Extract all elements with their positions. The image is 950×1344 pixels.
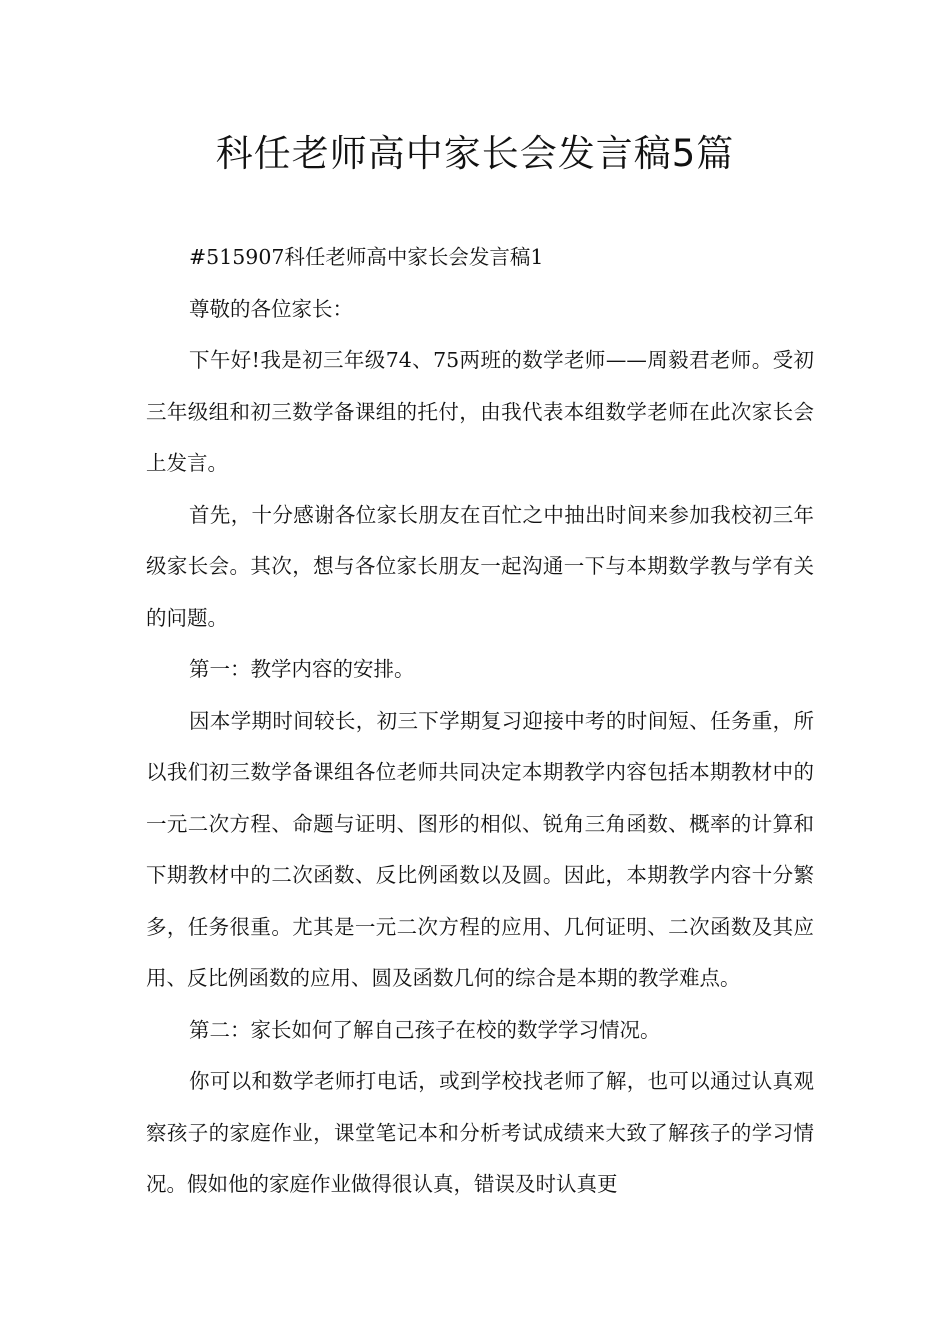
document-body <box>146 232 814 1211</box>
paragraph-greeting: 下午好!我是初三年级74、75两班的数学老师——周毅君老师。受初三年级组和初三数学备课组的托付，由我代表本组数学老师在此次家长会上发言。 <box>146 348 814 475</box>
paragraph-salutation: 尊敬的各位家长： <box>189 296 353 321</box>
paragraph-parent-advice: 你可以和数学老师打电话，或到学校找老师了解，也可以通过认真观察孩子的家庭作业，课堂笔记本和分析考试成绩来大致了解孩子的学习情况。假如他的家庭作业做得很认真，错误及时认真更 <box>146 1069 814 1196</box>
paragraph-thanks: 首先，十分感谢各位家长朋友在百忙之中抽出时间来参加我校初三年级家长会。其次，想与各位家长朋友一起沟通一下与本期数学教与学有关的问题。 <box>146 502 814 630</box>
paragraph-teaching-content: 因本学期时间较长，初三下学期复习迎接中考的时间短、任务重，所以我们初三数学备课组各位老师共同决定本期教学内容包括本期教材中的一元二次方程、命题与证明、图形的相似、锐角三角函数、概率的计算和下期教材中的二次函数、反比例函数以及圆。因此，本期教学内容十分繁多，任务很重。尤其是一元二次方程的应用、几何证明、二次函数及其应用、反比例函数的应用、圆及函数几何的综合是本期的教学难点。 <box>146 708 814 990</box>
paragraph-article-id: #515907科任老师高中家长会发言稿1 <box>189 245 544 269</box>
paragraph-heading-2: 第二：家长如何了解自己孩子在校的数学学习情况。 <box>189 1017 661 1042</box>
paragraph-heading-1: 第一：教学内容的安排。 <box>189 657 415 681</box>
document-title: 科任老师高中家长会发言稿5篇 <box>215 132 735 175</box>
